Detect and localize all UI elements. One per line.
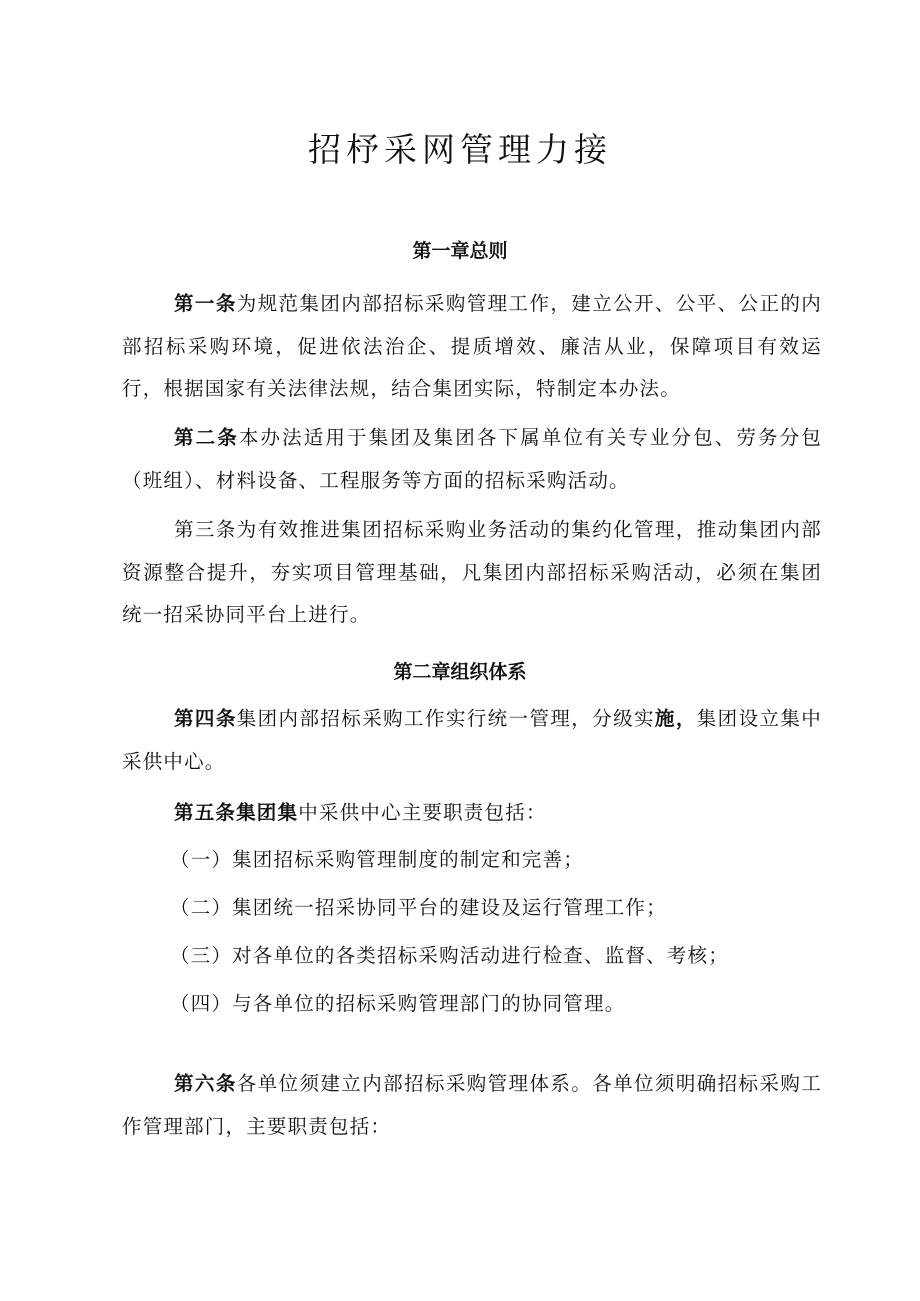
article-2-label: 第二条 [174,426,239,449]
article-5 [122,792,822,835]
duty-item-1: （一）集团招标采购管理制度的制定和完善； [170,848,585,871]
article-4-bold-mid: 施， [654,707,697,730]
chapter-heading-2: 第二章组织体系 [393,661,527,683]
article-1-text: 为规范集团内部招标采购管理工作，建立公开、公平、公正的内部招标采购环境，促进依法治企、提质增效、廉洁从业，保障项目有效运行，根据国家有关法律法规，结合集团实际，特制定本办法。 [122,292,822,400]
article-4-text-b: 集团设立集中采供中心。 [122,707,822,773]
article-5-text: 中采供中心主要职责包括： [298,801,547,824]
document-title: 招杼采网管理力接 [308,130,612,169]
article-5-label: 第五条集团集 [174,801,299,824]
article-6-label: 第六条 [174,1072,237,1095]
article-2 [122,417,822,502]
duty-item-4: （四）与各单位的招标采购管理部门的协同管理。 [170,992,626,1015]
article-4 [122,698,822,783]
article-2-text: 本办法适用于集团及集团各下属单位有关专业分包、劳务分包（班组）、材料设备、工程服务等方面的招标采购活动。 [122,426,822,492]
article-1 [122,283,822,411]
chapter-heading-1: 第一章总则 [412,240,508,262]
article-6-text: 各单位须建立内部招标采购管理体系。各单位须明确招标采购工作管理部门，主要职责包括： [122,1072,822,1138]
duty-item-2: （二）集团统一招采协同平台的建设及运行管理工作； [170,896,667,919]
article-3-text: 第三条为有效推进集团招标采购业务活动的集约化管理，推动集团内部资源整合提升，夯实项目管理基础，凡集团内部招标采购活动，必须在集团统一招采协同平台上进行。 [122,518,822,626]
article-1-label: 第一条 [174,292,237,315]
article-6 [122,1063,822,1148]
duty-item-3: （三）对各单位的各类招标采购活动进行检查、监督、考核； [170,944,729,967]
article-3 [122,509,822,637]
article-4-text-a: 集团内部招标采购工作实行统一管理，分级实 [236,707,655,730]
article-4-label: 第四条 [174,707,237,730]
